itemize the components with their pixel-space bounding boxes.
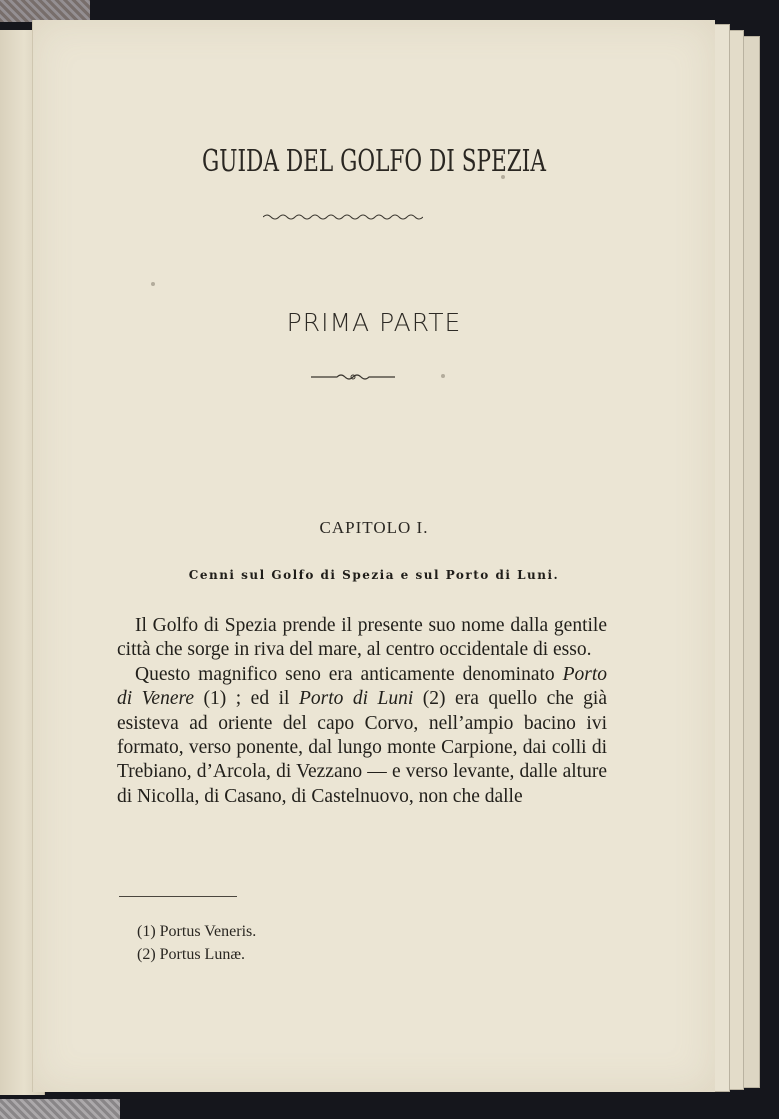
footnote-rule — [119, 896, 237, 897]
paragraph-2-start: Questo magnifico seno era anticamente denominato — [135, 663, 563, 685]
book-page — [32, 20, 715, 1092]
chapter-subtitle: Cenni sul Golfo di Spezia e sul Porto di Luni. — [188, 568, 560, 582]
paper-speck — [151, 282, 155, 286]
paragraph-2 — [117, 663, 607, 809]
paragraph-1: Il Golfo di Spezia prende il presente suo nome dalla gentile città che sorge in riva del mare, al centro occidentale di esso. — [117, 615, 607, 661]
flourish-ornament — [311, 370, 395, 384]
porto-di-venere: Porto di Venere — [117, 663, 607, 710]
wavy-rule-ornament — [263, 212, 423, 222]
chapter-heading: CAPITOLO I. — [319, 518, 429, 537]
binding-fabric-bottom — [0, 1099, 120, 1119]
paper-speck — [441, 374, 445, 378]
book-title: GUIDA DEL GOLFO DI SPEZIA — [202, 144, 546, 179]
paragraph-2-rest: (2) era quello che già esisteva ad oriente del capo Corvo, nell’ampio bacino ivi formato, verso ponente, dal lungo monte Carpione, dai colli di Trebiano, d’Arcola, di Vezzano — e verso levante, dalle alture di Nicolla, di Casano, di Castelnuovo, non che dalle — [117, 688, 607, 807]
binding-fabric-top — [0, 0, 90, 22]
footnote-2: (2) Portus Lunæ. — [137, 946, 245, 963]
footnotes — [137, 920, 256, 966]
footnote-1: (1) Portus Veneris. — [137, 923, 257, 940]
porto-di-luni: Porto di Luni — [298, 688, 414, 710]
part-title: PRIMA PARTE — [286, 308, 462, 337]
body-text — [117, 614, 607, 809]
footnote-ref-1: (1) ; ed il — [194, 688, 299, 710]
